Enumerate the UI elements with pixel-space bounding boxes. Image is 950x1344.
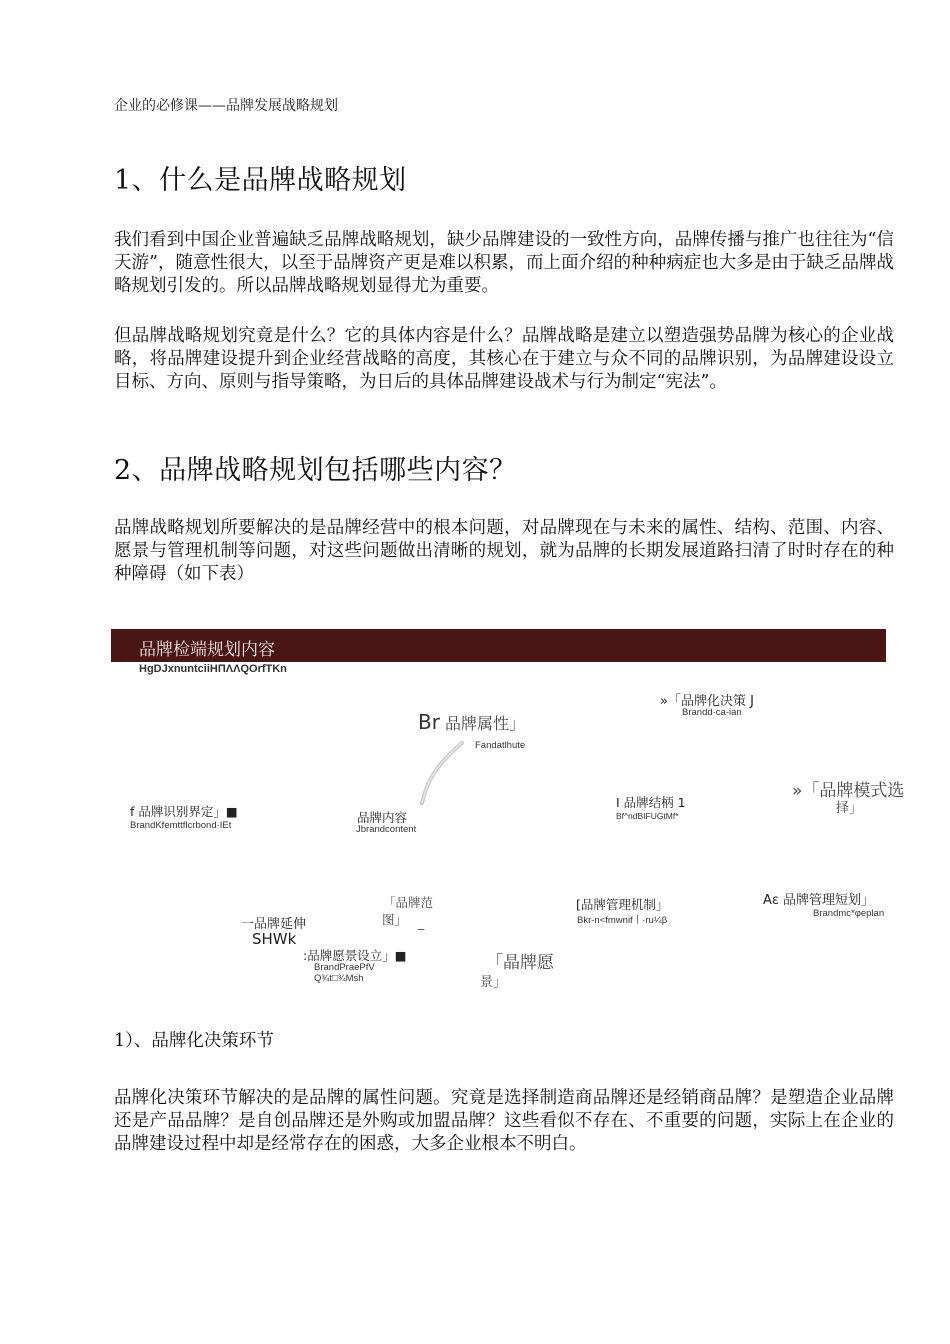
- node-brand-vision-setting: :品牌愿景设立」■: [303, 948, 407, 963]
- node-brand-scope: 「品牌范: [383, 895, 434, 910]
- node-brand-management-plan-sub: Brandmc*φeplan: [813, 908, 885, 919]
- section-1-paragraph-2: 但品牌战略规划究竟是什么？它的具体内容是什么？品牌战略是建立以塑造强势品牌为核心的企业战略，将品牌建设提升到企业经营战略的高度，其核心在于建立与众不同的品牌识别，为品牌建设设立目标、方向、原则与指导策略，为日后的具体品牌建设战术与行为制定“宪法”。: [114, 326, 894, 392]
- node-brand-extension-sub: SHWk: [252, 930, 297, 948]
- diagram-subtitle: HgDJxnuntciiHΠΛΛQOrfTKn: [139, 663, 287, 675]
- page-header: 企业的必修课——品牌发展战略规划: [114, 98, 338, 114]
- subsection-1-paragraph-1: 品牌化决策环节解决的是品牌的属性问题。究竟是选择制造商品牌还是经销商品牌？是塑造企业品牌还是产品品牌？是自创品牌还是外购或加盟品牌？这些看似不存在、不重要的问题，实际上在企业的品牌建设过程中却是经常存在的困惑，大多企业根本不明白。: [114, 1088, 894, 1154]
- node-brand-mode: »「品牌模式选: [792, 781, 905, 801]
- node-brand-vision-setting-sub-1: BrandPraePfV: [314, 962, 375, 973]
- node-brand-content-sub: Jbrandcontent: [356, 824, 417, 835]
- node-brand-management-plan: Aε 品牌管理短划」: [763, 893, 875, 908]
- section-1-title: 1、什么是品牌战略规划: [114, 165, 407, 196]
- subsection-1-title: 1）、品牌化决策环节: [114, 1031, 274, 1051]
- node-brand-management-mechanism: [品牌管理机制」: [576, 897, 669, 912]
- diagram-connector-curve: [410, 735, 480, 810]
- node-brand-decision: »「品牌化决策 J: [660, 694, 754, 709]
- node-brand-attribute-sub: Fandatlhute: [475, 740, 526, 751]
- section-1-paragraph-1: 我们看到中国企业普遍缺乏品牌战略规划，缺少品牌建设的一致性方向，品牌传播与推广也往往为“信天游”，随意性很大，以至于品牌资产更是难以积累，而上面介绍的种种病症也大多是由于缺乏品牌战略规划引发的。所以品牌战略规划显得尤为重要。: [114, 230, 894, 296]
- node-brand-mode-cut: 择」: [836, 801, 863, 816]
- node-brand-management-mechanism-sub: Bkr-n<fmwnif丨·ru¼β: [577, 915, 668, 926]
- section-2-paragraph-1: 品牌战略规划所要解决的是品牌经营中的根本问题，对品牌现在与未来的属性、结构、范围、内容、愿景与管理机制等问题，对这些问题做出清晰的规划，就为品牌的长期发展道路扫清了时时存在的种种障碍（如下表）: [114, 518, 894, 584]
- node-brand-vision-cut: 景」: [480, 975, 507, 990]
- node-brand-vision: 「晶牌愿: [486, 953, 554, 973]
- node-brand-identity-sub: BrandKfemttflcrbond·IEt: [130, 820, 232, 831]
- node-brand-identity: f 品牌识别界定」■: [130, 804, 238, 819]
- node-brand-scope-tail: _: [418, 915, 425, 930]
- node-brand-decision-sub: Brandd·ca-ian: [682, 707, 742, 718]
- node-brand-structure: I 品牌结柄 1: [616, 795, 686, 810]
- node-brand-vision-setting-sub-2: Q¾t□¾Msh: [314, 973, 364, 984]
- node-brand-attribute: [418, 710, 525, 734]
- diagram-title: 品牌检端规划内容: [139, 640, 275, 660]
- node-brand-extension: 一品牌延伸: [241, 917, 307, 932]
- node-brand-content: 品牌内容: [357, 810, 408, 825]
- diagram-header-bar: [111, 629, 886, 662]
- node-brand-attribute-prefix: Br: [418, 710, 440, 734]
- section-2-title: 2、品牌战略规划包括哪些内容？: [114, 455, 517, 486]
- node-brand-structure-sub: Bf^ndBIFUGtMf*: [616, 811, 679, 821]
- node-brand-scope-2: 图」: [382, 912, 408, 927]
- node-brand-attribute-label: 品牌属性」: [445, 714, 526, 733]
